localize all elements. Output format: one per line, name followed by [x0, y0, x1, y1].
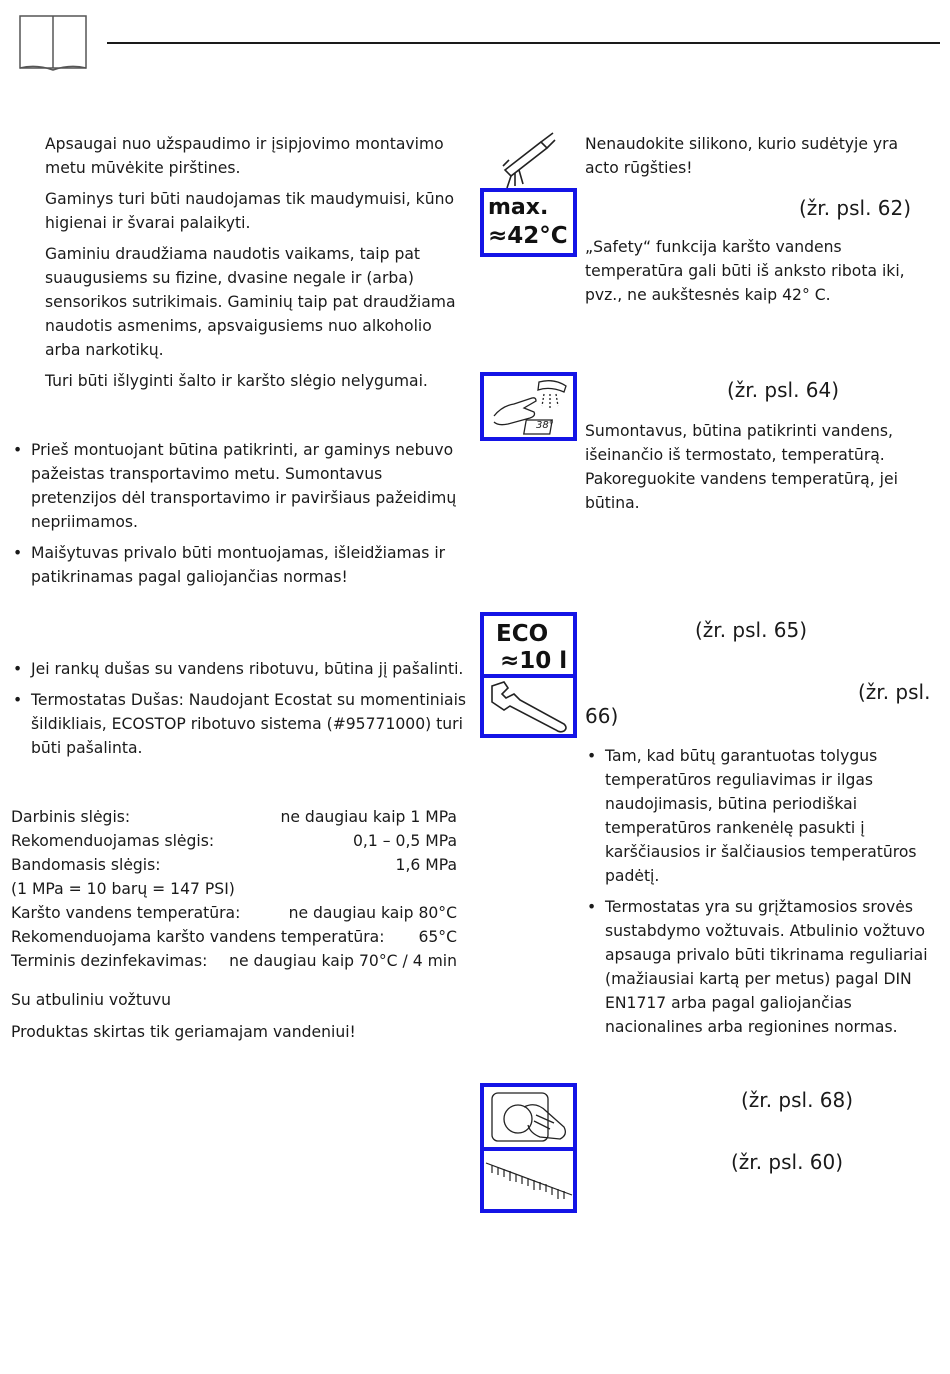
manual-book-icon: [18, 14, 88, 72]
install-notes: [11, 438, 466, 596]
silicone-note: Nenaudokite silikono, kurio sudėtyje yra acto rūgšties!: [585, 135, 899, 177]
install-note-transport: • Prieš montuojant būtina patikrinti, ar gaminys nebuvo pažeistas transportavimo metu. Sumontavus pretenzijos dėl transportavimo ir paviršiaus pažeidimų nepriimamos.: [11, 438, 466, 534]
eco-limiter-icon: [480, 612, 577, 678]
spec-row: Rekomenduojama karšto vandens temperatūra: 65°C: [11, 928, 457, 946]
page-ref-62: (žr. psl. 62): [799, 196, 912, 220]
spec-row: Rekomenduojamas slėgis: 0,1 – 0,5 MPa: [11, 832, 457, 850]
maintenance-notes: [585, 744, 935, 1046]
connection-note-ecostop: • Termostatas Dušas: Naudojant Ecostat su momentiniais šildikliais, ECOSTOP ribotuvo sistema (#95771000) turi būti pašalinta.: [11, 688, 471, 760]
connection-notes: [11, 657, 471, 767]
page-ref-65: (žr. psl. 65): [695, 618, 808, 642]
specs-table: [11, 805, 457, 973]
header-rule: [107, 42, 940, 44]
silicone-gun-icon: [497, 130, 559, 190]
page-ref-60: (žr. psl. 60): [731, 1150, 844, 1174]
safety-notes: [45, 132, 465, 393]
dimensions-icon: [480, 1147, 577, 1213]
spec-row: Karšto vandens temperatūra: ne daugiau kaip 80°C: [11, 904, 457, 922]
safety-note-gloves: Apsaugai nuo užspaudimo ir įsipjovimo montavimo metu mūvėkite pirštines.: [45, 135, 444, 177]
safety-function-note: „Safety“ funkcija karšto vandens temperatūra gali būti iš anksto ribota iki, pvz., ne aukštesnės kaip 42° C.: [585, 238, 905, 304]
install-note-norms: • Maišytuvas privalo būti montuojamas, išleidžiamas ir patikrinamas pagal galiojančias normas!: [11, 541, 466, 589]
max-temperature-icon: [480, 188, 577, 257]
page-ref-66-start: (žr. psl.: [858, 680, 931, 704]
eco-icon-label: ECO: [496, 621, 549, 647]
spec-row: Bandomasis slėgis: 1,6 MPa: [11, 856, 457, 874]
spec-row: Terminis dezinfekavimas: ne daugiau kaip 70°C / 4 min: [11, 952, 457, 970]
safety-note-pressure: Turi būti išlyginti šalto ir karšto slėgio nelygumai.: [45, 372, 428, 390]
spec-row: Darbinis slėgis: ne daugiau kaip 1 MPa: [11, 808, 457, 826]
eco-icon-value: ≈10 l: [500, 648, 568, 674]
valve-note: Su atbuliniu vožtuvu: [11, 991, 171, 1009]
adjust-temperature-note: Sumontavus, būtina patikrinti vandens, išeinančio iš termostato, temperatūrą. Pakoreguokite vandens temperatūrą, jei būtina.: [585, 422, 898, 512]
page-ref-66-end: 66): [585, 704, 619, 728]
handle-turn-icon: [480, 1083, 577, 1151]
connection-note-limiter: • Jei rankų dušas su vandens ribotuvu, būtina jį pašalinti.: [11, 657, 471, 681]
page-ref-64: (žr. psl. 64): [727, 378, 840, 402]
maintenance-note-rotate: • Tam, kad būtų garantuotas tolygus temperatūros reguliavimas ir ilgas naudojimasis, būtina periodiškai temperatūros rankenėlę pasukti į karščiausios ir šalčiausios temperatūros padėtį.: [585, 744, 935, 888]
page-ref-68: (žr. psl. 68): [741, 1088, 854, 1112]
spec-row: (1 MPa = 10 barų = 147 PSI): [11, 880, 235, 898]
thermometer-readout: 38°: [536, 420, 554, 431]
max-icon-label: max.: [488, 195, 549, 220]
wrench-icon: [480, 674, 577, 738]
maintenance-note-valve: • Termostatas yra su grįžtamosios srovės sustabdymo vožtuvais. Atbulinio vožtuvo apsauga privalo būti tikrinama reguliariai (mažiausiai kartą per metus) pagal DIN EN1717 arba pagal galiojančias nacionalines arba regionines normas.: [585, 895, 935, 1039]
safety-note-children: Gaminiu draudžiama naudotis vaikams, taip pat suaugusiems su fizine, dvasine negale ir (arba) sensorikos sutrikimais. Gaminių taip pat draudžiama naudotis asmenims, apsvaigusiems nuo alkoholio arba narkotikų.: [45, 245, 456, 359]
safety-note-usage: Gaminys turi būti naudojamas tik maudymuisi, kūno higienai ir švarai palaikyti.: [45, 190, 455, 232]
water-note: Produktas skirtas tik geriamajam vandeniui!: [11, 1023, 356, 1041]
max-icon-value: ≈42°C: [488, 223, 568, 249]
temperature-check-icon: [480, 372, 577, 441]
